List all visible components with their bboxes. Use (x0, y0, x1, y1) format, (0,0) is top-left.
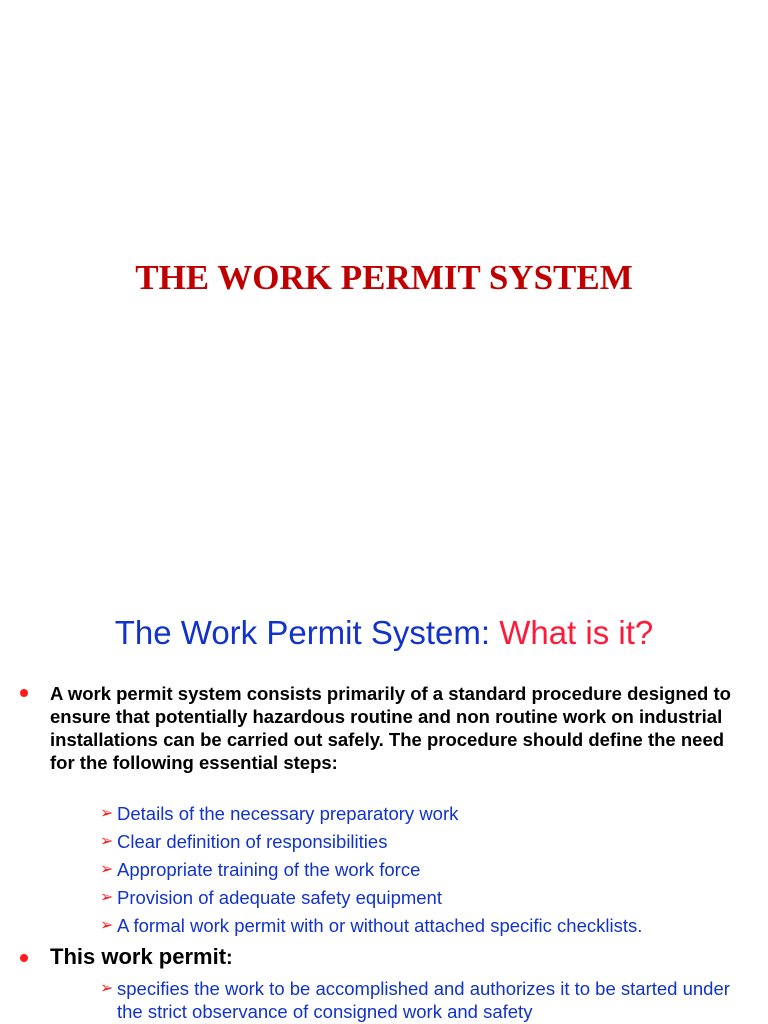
arrow-right-bullet-icon: ➢ (100, 917, 114, 934)
arrow-right-bullet-icon: ➢ (100, 833, 114, 850)
list-item-text: Details of the necessary preparatory work (117, 803, 459, 824)
slide-2-title-main: The Work Permit System: (114, 614, 500, 651)
list-item-text: Provision of adequate safety equipment (117, 887, 442, 908)
bullet-1-text: A work permit system consists primarily of a standard procedure designed to ensure that potentially hazardous routine and non routine work on industrial installations can be carried out safely. The procedure should define the need for the following essential steps: (50, 683, 731, 773)
list-item (100, 886, 760, 914)
bullet-1-sublist (100, 802, 760, 942)
arrow-right-bullet-icon: ➢ (100, 889, 114, 906)
red-dot-bullet-icon (20, 954, 28, 962)
list-item-text: A formal work permit with or without attached specific checklists. (117, 915, 643, 936)
list-item-text: Appropriate training of the work force (117, 859, 421, 880)
list-item (100, 802, 760, 830)
list-item (100, 858, 760, 886)
list-item-text: Clear definition of responsibilities (117, 831, 388, 852)
list-item (100, 977, 750, 1023)
arrow-right-bullet-icon: ➢ (100, 805, 114, 822)
bullet-2-sublist (100, 977, 750, 1023)
list-item-text: specifies the work to be accomplished and authorizes it to be started under the strict observance of consigned work and safety (117, 978, 730, 1022)
bullet-2-colon: : (226, 947, 233, 969)
list-item (100, 914, 760, 942)
bullet-2-label: This work permit (50, 944, 227, 969)
arrow-right-bullet-icon: ➢ (100, 861, 114, 878)
red-dot-bullet-icon (20, 689, 28, 697)
slide-1-title: THE WORK PERMIT SYSTEM (135, 258, 633, 297)
slide-2-title (0, 614, 768, 652)
slide-2-title-question: What is it? (499, 614, 654, 651)
arrow-right-bullet-icon: ➢ (100, 980, 114, 997)
list-item (100, 830, 760, 858)
bullet-2-heading (50, 943, 233, 972)
